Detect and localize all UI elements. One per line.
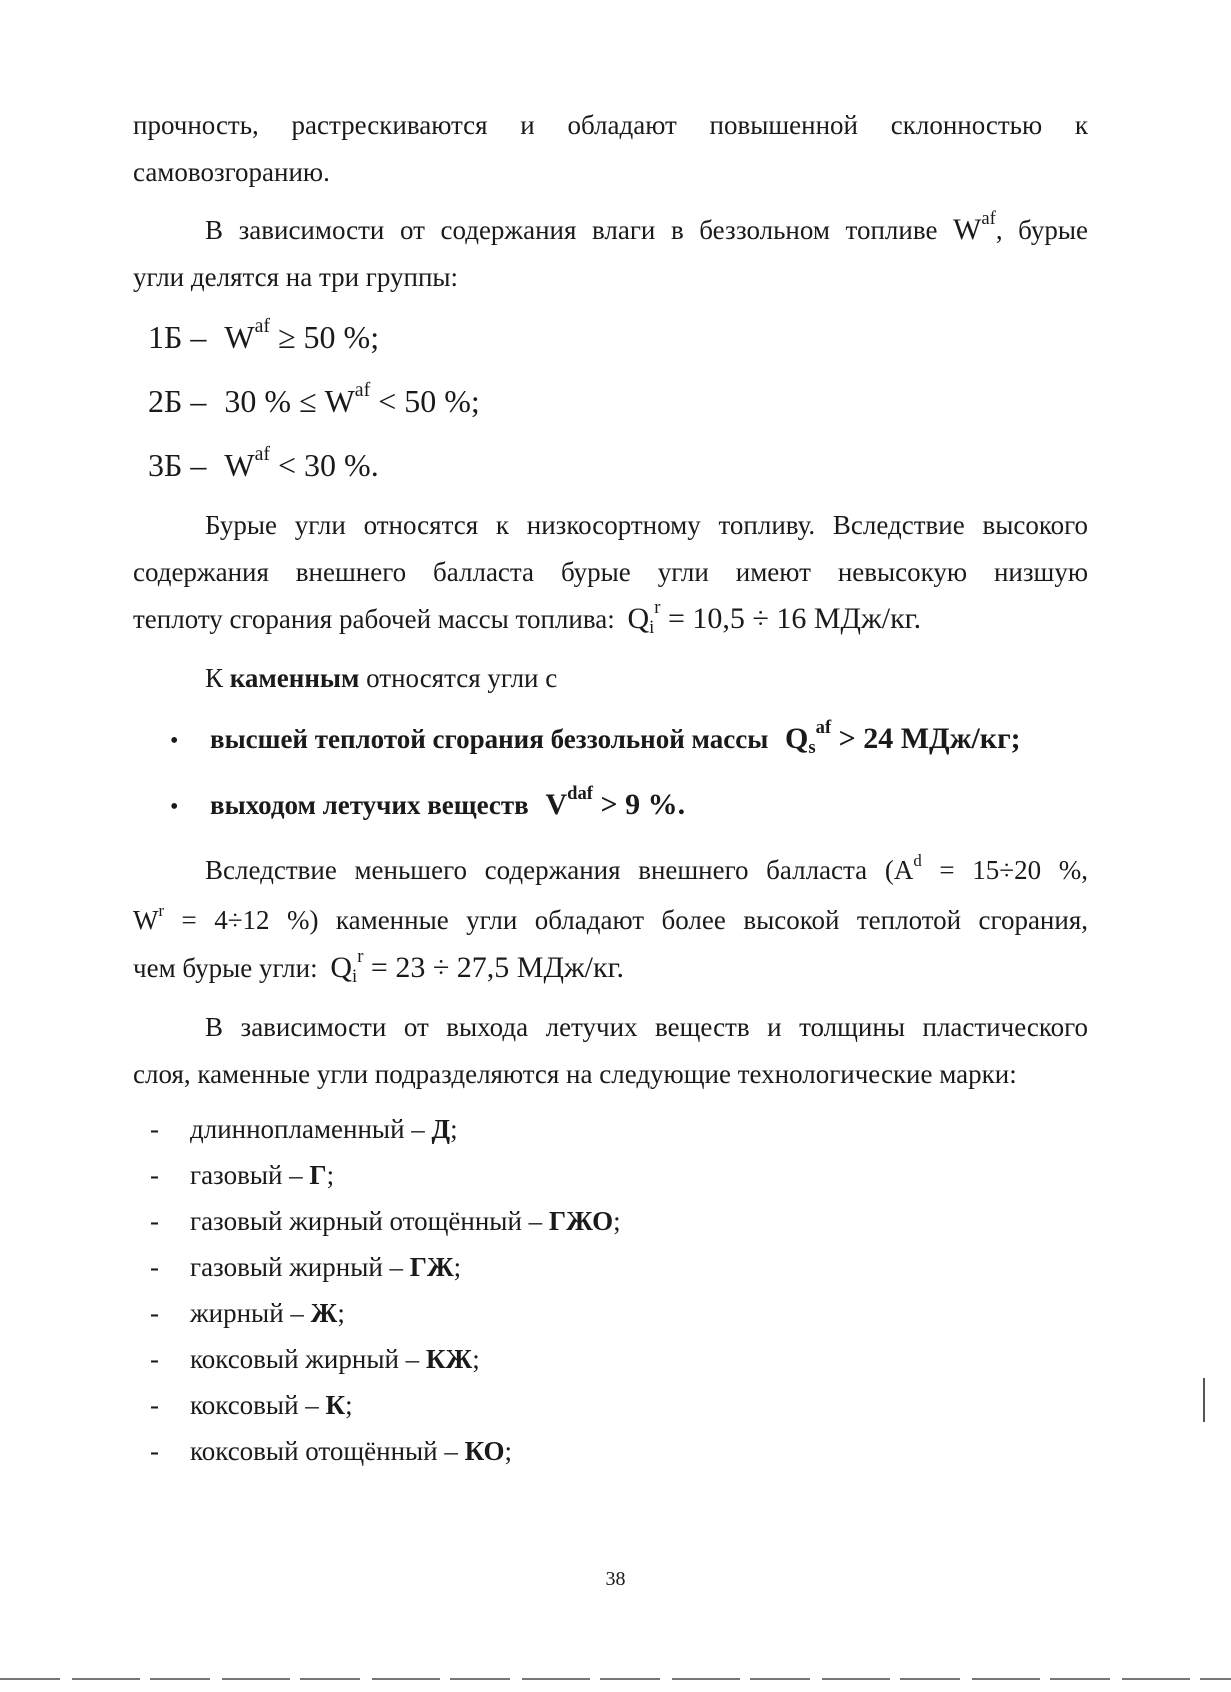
punct: ; [504, 1436, 513, 1466]
subscript: i [352, 965, 358, 987]
list-item [190, 1296, 345, 1330]
dash-marker: - [150, 1114, 159, 1144]
text-run: ≥ 50 %; [269, 319, 380, 355]
subscript: i [649, 616, 655, 638]
text-run: 30 % ≤ [224, 383, 325, 419]
grade-code: КЖ [425, 1344, 473, 1374]
text-run: = 15÷20 %, [921, 855, 1088, 885]
text-run: < 50 %; [370, 383, 480, 419]
text-line: Бурые угли относятся к низкосортному топливу. Вследствие высокого [205, 510, 1088, 540]
punct: ; [472, 1344, 480, 1374]
paragraph-line [133, 900, 1088, 937]
dash-marker: - [150, 1436, 159, 1466]
symbol: W [953, 213, 982, 246]
grade-code: К [325, 1390, 346, 1420]
text-run: > 24 МДж/кг; [831, 722, 1021, 755]
list-item [190, 1434, 512, 1468]
symbol: W [133, 905, 159, 935]
bullet-text: выходом летучих веществ [210, 790, 529, 820]
group-line [148, 443, 379, 484]
grade-name: газовый жирный – [190, 1252, 410, 1282]
grade-code: ГЖО [548, 1206, 614, 1236]
symbol: V [545, 788, 568, 821]
grade-name: коксовый – [190, 1390, 326, 1420]
text-run: чем бурые угли: [133, 953, 318, 983]
superscript: r [654, 597, 661, 619]
bullet-icon: • [170, 728, 179, 754]
formula-q [627, 597, 922, 638]
text-line: содержания внешнего балласта бурые угли имеют невысокую низшую [133, 557, 1088, 587]
dash-marker: - [150, 1160, 159, 1190]
superscript: r [357, 946, 364, 968]
grade-name: коксовый отощённый – [190, 1436, 465, 1466]
superscript: af [981, 208, 996, 230]
grade-code: Д [431, 1114, 451, 1144]
group-id: 3Б – [148, 447, 207, 483]
bullet-icon: • [170, 794, 179, 820]
text-run: , бурые [995, 215, 1088, 245]
paragraph-line [205, 850, 1088, 887]
text-line: слоя, каменные угли подразделяются на следующие технологические марки: [133, 1059, 1017, 1089]
group-id: 1Б – [148, 319, 207, 355]
symbol: W [224, 447, 255, 483]
scan-artifact [1203, 1378, 1205, 1422]
text-run: = 23 ÷ 27,5 МДж/кг. [363, 951, 625, 984]
punct: ; [450, 1114, 458, 1144]
formula-q [330, 946, 625, 987]
superscript: d [913, 850, 922, 870]
scan-edge [0, 1678, 1231, 1680]
dash-marker: - [150, 1298, 159, 1328]
grade-code: ГЖ [409, 1252, 454, 1282]
list-item [190, 1158, 334, 1192]
text-run: > 9 %. [592, 788, 686, 821]
subscript: s [808, 736, 816, 758]
paragraph-line [205, 208, 1088, 247]
bold-term: каменным [229, 663, 360, 693]
dash-marker: - [150, 1252, 159, 1282]
grade-name: коксовый жирный – [190, 1344, 426, 1374]
list-item [190, 1342, 480, 1376]
grade-code: КО [464, 1436, 505, 1466]
symbol: W [324, 383, 355, 419]
bullet-item [210, 717, 1021, 758]
paragraph-line [133, 597, 922, 638]
group-line [148, 315, 380, 356]
dash-marker: - [150, 1344, 159, 1374]
dash-marker: - [150, 1206, 159, 1236]
superscript: af [254, 315, 270, 338]
bullet-text: высшей теплотой сгорания беззольной массы [210, 724, 769, 754]
formula-v [545, 783, 686, 821]
text-run: Вследствие меньшего содержания внешнего балласта (A [205, 855, 914, 885]
grade-name: жирный – [190, 1298, 311, 1328]
bullet-item [210, 783, 686, 822]
page-number: 38 [605, 1568, 626, 1590]
grade-name: газовый жирный отощённый – [190, 1206, 549, 1236]
punct: ; [613, 1206, 621, 1236]
dash-marker: - [150, 1390, 159, 1420]
text-run: К [205, 663, 224, 693]
punct: ; [345, 1390, 353, 1420]
punct: ; [337, 1298, 345, 1328]
text-run: < 30 %. [269, 447, 379, 483]
list-item [190, 1112, 458, 1146]
grade-name: длиннопламенный – [190, 1114, 432, 1144]
text-run: относятся угли с [366, 663, 558, 693]
paragraph-line [133, 946, 625, 987]
symbol: Q [330, 951, 353, 984]
punct: ; [453, 1252, 462, 1282]
grade-name: газовый – [190, 1160, 310, 1190]
list-item [190, 1388, 353, 1422]
superscript: af [354, 379, 371, 402]
text-line: прочность, растрескиваются и обладают повышенной склонностью к [133, 110, 1088, 140]
formula-q [785, 717, 1021, 758]
text-line: В зависимости от выхода летучих веществ и толщины пластического [205, 1012, 1088, 1042]
text-run: теплоту сгорания рабочей массы топлива: [133, 604, 615, 634]
text-run: В зависимости от содержания влаги в беззольном топливе [205, 215, 938, 245]
group-id: 2Б – [148, 383, 207, 419]
punct: ; [326, 1160, 335, 1190]
list-item [190, 1204, 621, 1238]
symbol: W [224, 319, 255, 355]
paragraph-line [205, 661, 557, 695]
text-run: = 4÷12 %) каменные угли обладают более высокой теплотой сгорания, [164, 905, 1088, 935]
list-item [190, 1250, 461, 1284]
superscript: r [158, 900, 165, 920]
symbol: Q [627, 602, 650, 635]
symbol: Q [785, 722, 809, 755]
group-line [148, 379, 480, 420]
superscript: af [254, 443, 270, 466]
superscript: af [815, 717, 832, 739]
text-line: угли делятся на три группы: [133, 262, 459, 292]
formula-w [953, 208, 1088, 246]
grade-code: Ж [310, 1298, 338, 1328]
superscript: daf [567, 783, 593, 805]
grade-code: Г [309, 1160, 327, 1190]
text-run: = 10,5 ÷ 16 МДж/кг. [660, 602, 922, 635]
text-line: самовозгоранию. [133, 157, 330, 187]
